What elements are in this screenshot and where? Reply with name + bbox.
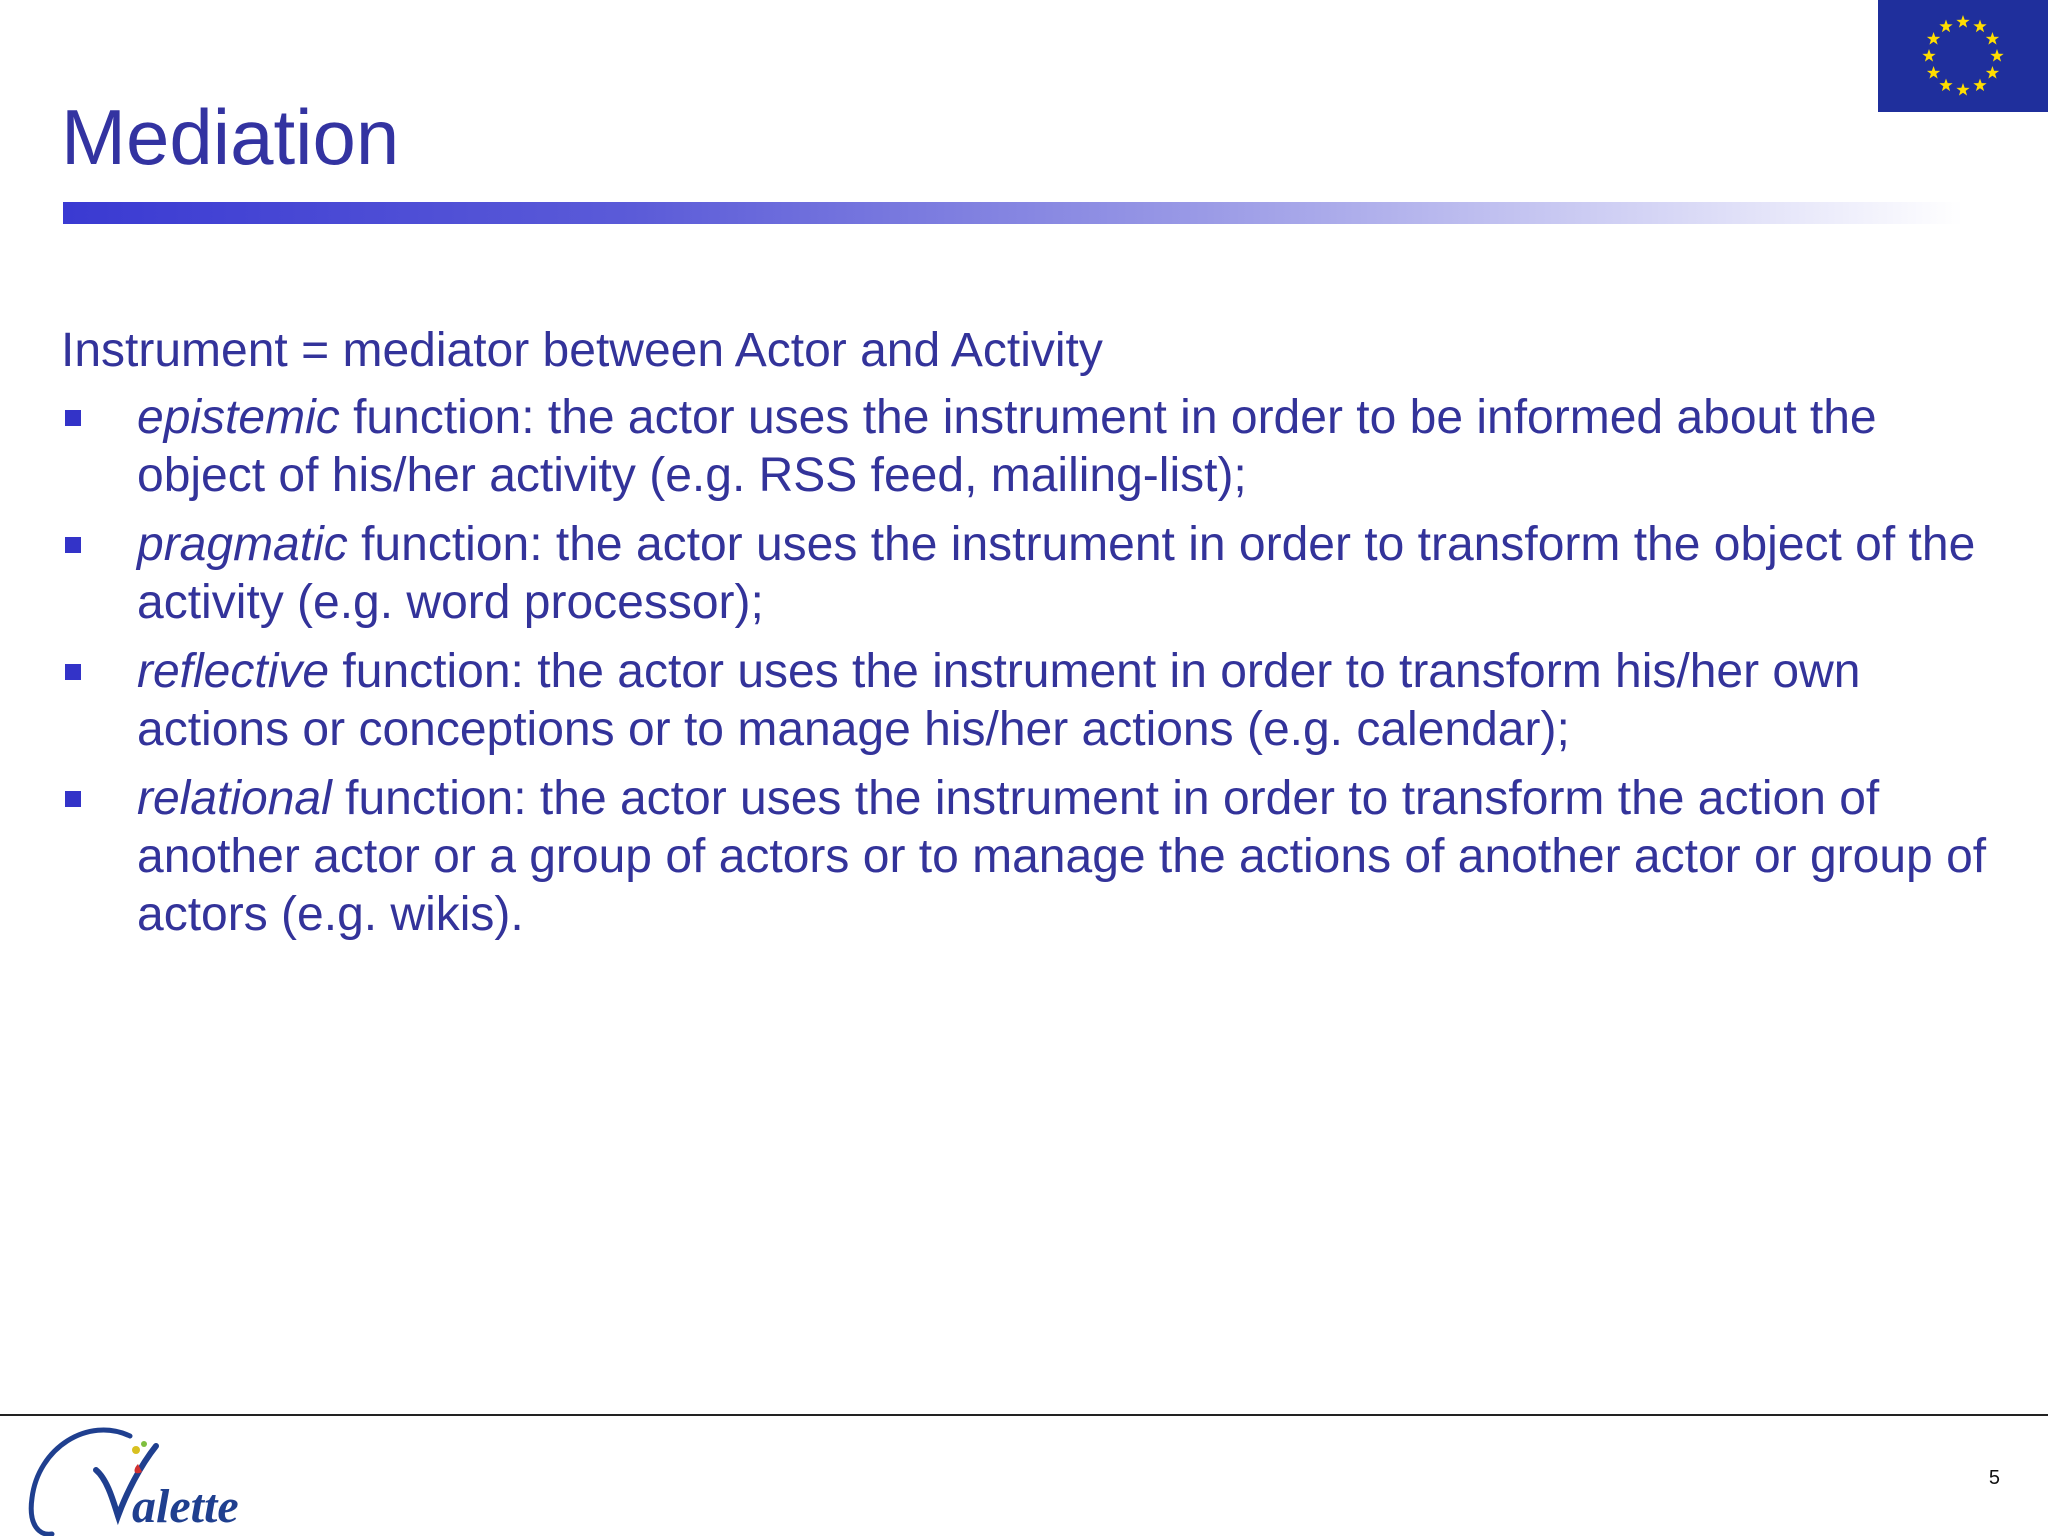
bullet-text: function: the actor uses the instrument in order to transform the object of the activity (e.g. word processor);	[137, 518, 1976, 629]
bullet-term: reflective	[137, 645, 330, 698]
bullet-text: function: the actor uses the instrument in order to transform his/her own actions or conceptions or to manage his/her actions (e.g. calendar);	[137, 645, 1861, 756]
bullet-item	[61, 389, 2001, 505]
square-bullet-icon	[65, 791, 81, 807]
eu-flag-icon	[1878, 0, 2048, 112]
square-bullet-icon	[65, 664, 81, 680]
bullet-item	[61, 643, 2001, 759]
bullet-term: relational	[137, 772, 332, 825]
bullet-list	[61, 389, 2001, 944]
slide-body	[61, 322, 2001, 955]
bullet-term: pragmatic	[137, 518, 348, 571]
bullet-term: epistemic	[137, 391, 340, 444]
square-bullet-icon	[65, 410, 81, 426]
footer-divider	[0, 1414, 2048, 1416]
square-bullet-icon	[65, 537, 81, 553]
bullet-text: function: the actor uses the instrument in order to transform the action of another actor or a group of actors or to manage the actions of another actor or group of actors (e.g. wikis).	[137, 772, 1987, 941]
bullet-text: function: the actor uses the instrument in order to be informed about the object of his/her activity (e.g. RSS feed, mailing-list);	[137, 391, 1877, 502]
logo-wordmark: alette	[132, 1480, 239, 1533]
bullet-item	[61, 516, 2001, 632]
slide-title: Mediation	[61, 93, 400, 181]
valette-logo	[18, 1418, 278, 1536]
bullet-item	[61, 770, 2001, 944]
intro-line: Instrument = mediator between Actor and Activity	[61, 324, 1103, 377]
page-number: 5	[1988, 1467, 2000, 1489]
title-divider	[63, 202, 1963, 224]
